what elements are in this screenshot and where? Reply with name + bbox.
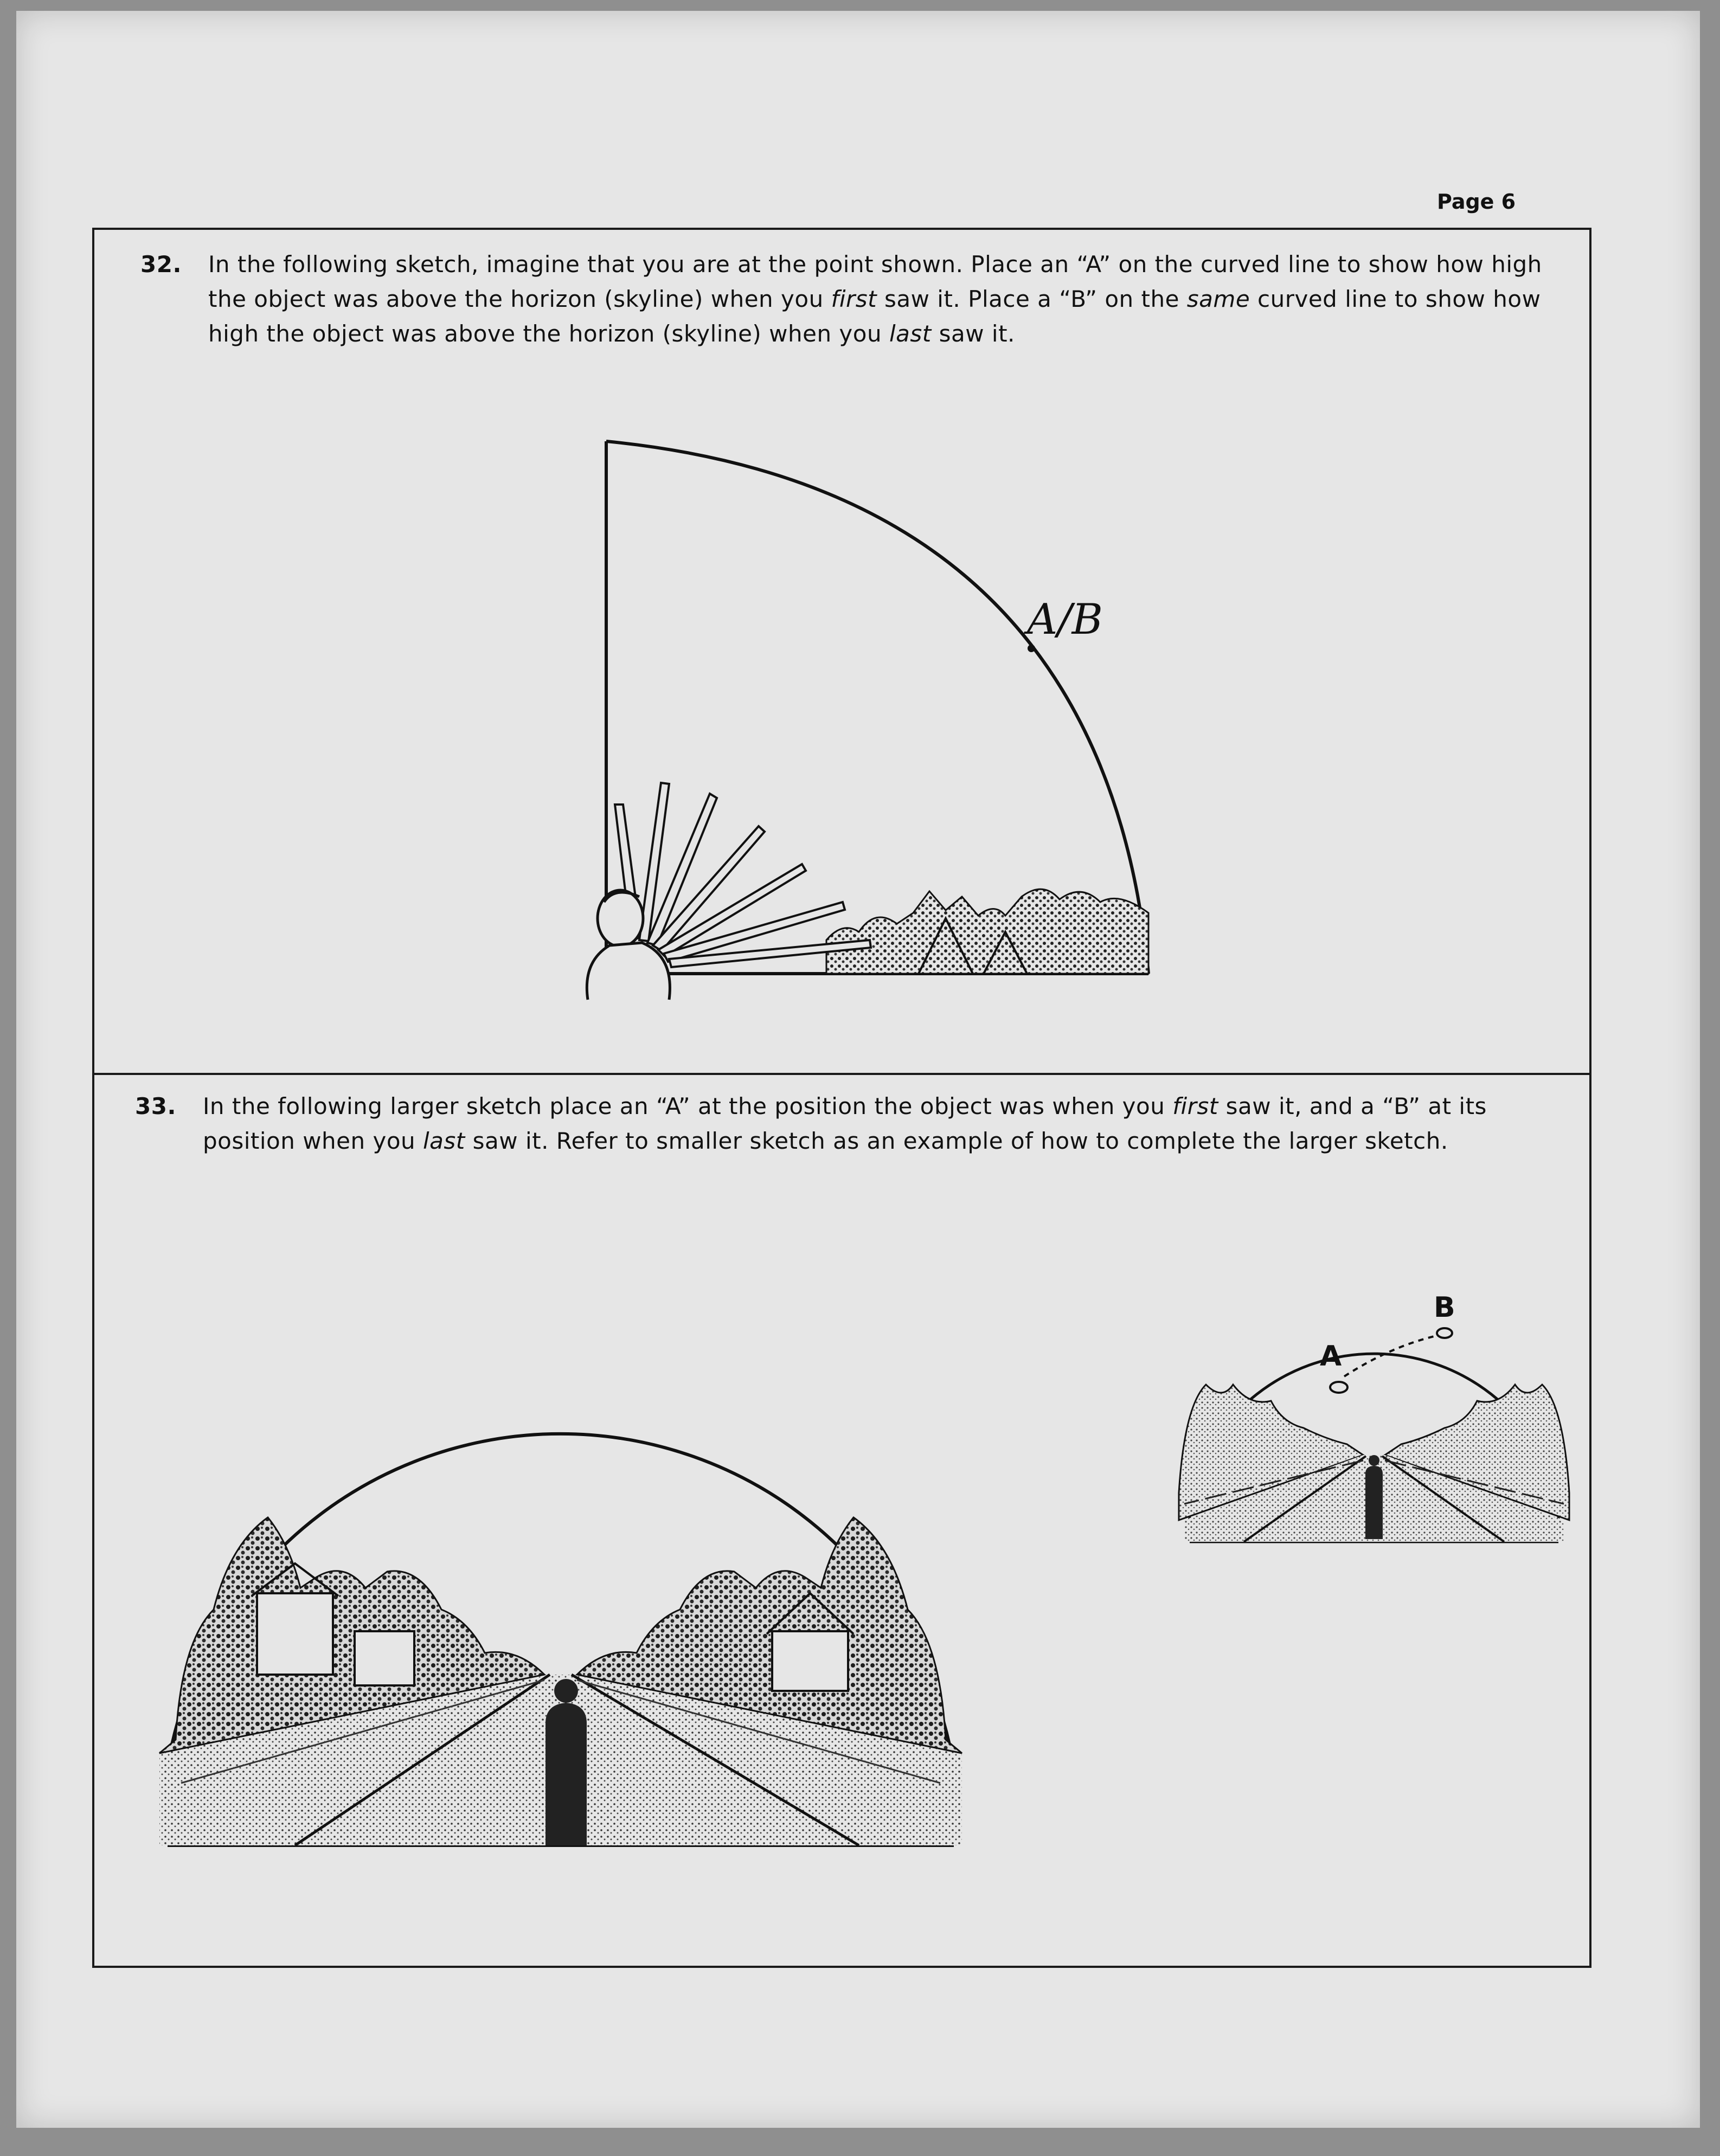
- document-page: [16, 11, 1700, 2128]
- example-label-a: A: [1320, 1340, 1342, 1373]
- text-segment: saw it. Place a “B” on the: [877, 286, 1187, 312]
- example-flight-path: [1344, 1336, 1436, 1376]
- question-32: [140, 247, 1561, 351]
- text-segment: In the following larger sketch place an “A” at the position the object was when you: [203, 1093, 1173, 1119]
- text-segment: saw it, and a “B” at its position when you: [203, 1093, 1487, 1154]
- elevation-arc[interactable]: [606, 441, 1148, 974]
- answer-mark: [1028, 645, 1035, 652]
- question-33: [135, 1089, 1561, 1159]
- emphasis-first: first: [831, 286, 877, 312]
- section-divider: [94, 1073, 1589, 1075]
- emphasis-last: last: [889, 320, 932, 347]
- left-building: [257, 1593, 333, 1675]
- left-house: [355, 1631, 414, 1685]
- text-segment: curved line to show how high the object was above the horizon (skyline) when you: [208, 286, 1541, 347]
- questions-frame: [92, 228, 1591, 1968]
- emphasis-same: same: [1186, 286, 1250, 312]
- question-number: 33.: [135, 1093, 176, 1119]
- right-house: [772, 1631, 848, 1691]
- text-segment: saw it. Refer to smaller sketch as an example of how to complete the larger sketch.: [465, 1128, 1448, 1154]
- question-text: [203, 1089, 1561, 1159]
- example-object-b: [1437, 1328, 1452, 1338]
- question-number: 32.: [140, 251, 182, 278]
- text-segment: In the following sketch, imagine that you are at the point shown. Place an “A” on the curved line to show how high the object was above the horizon (skyline) when you: [208, 251, 1542, 312]
- example-sky-dome-sketch: [1163, 1265, 1586, 1547]
- handwritten-answer: A/B: [1027, 595, 1103, 644]
- text-segment: saw it.: [931, 320, 1015, 347]
- example-label-b: B: [1434, 1291, 1455, 1324]
- question-text: [208, 247, 1561, 351]
- emphasis-last: last: [423, 1128, 465, 1154]
- quarter-arc-sketch: [572, 425, 1287, 1000]
- skyline-foliage: [826, 889, 1148, 974]
- emphasis-first: first: [1172, 1093, 1218, 1119]
- example-person-icon: [1365, 1455, 1383, 1539]
- page-number: Page 6: [1437, 190, 1516, 214]
- large-sky-dome-sketch[interactable]: [138, 1263, 978, 1853]
- example-object-a: [1330, 1382, 1347, 1393]
